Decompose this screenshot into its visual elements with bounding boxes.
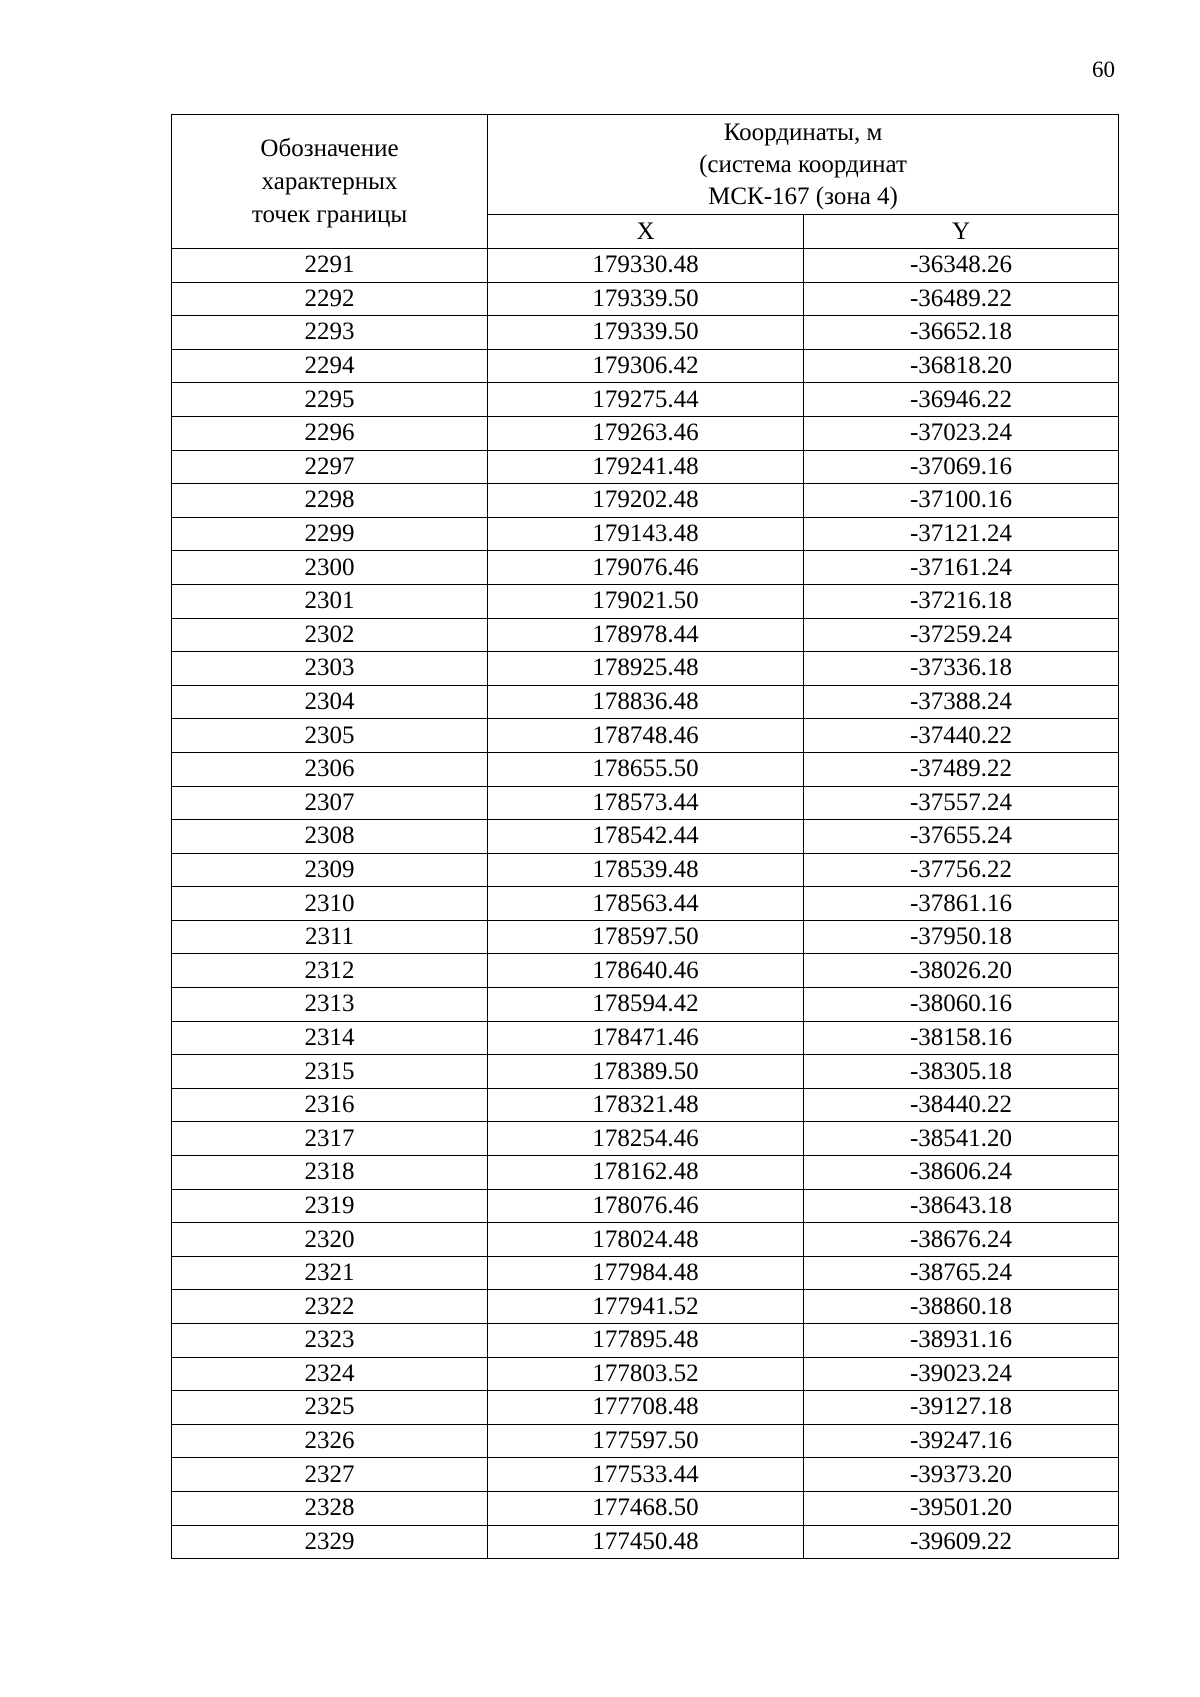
y-coordinate-cell: -37388.24 [804,685,1119,719]
point-cell: 2298 [172,484,488,518]
x-coordinate-cell: 178640.46 [488,954,804,988]
x-coordinate-cell: 179202.48 [488,484,804,518]
table-row [172,1324,1119,1358]
x-coordinate-cell: 178076.46 [488,1189,804,1223]
y-coordinate-cell: -37861.16 [804,887,1119,921]
y-coordinate-cell: -38643.18 [804,1189,1119,1223]
point-cell: 2306 [172,752,488,786]
table-header [172,115,1119,249]
table-row [172,1525,1119,1559]
table-row [172,1088,1119,1122]
x-coordinate-cell: 178321.48 [488,1088,804,1122]
point-cell: 2295 [172,383,488,417]
x-coordinate-cell: 178597.50 [488,920,804,954]
y-coordinate-cell: -39127.18 [804,1391,1119,1425]
point-cell: 2317 [172,1122,488,1156]
y-column-header: Y [804,215,1119,249]
y-coordinate-cell: -37259.24 [804,618,1119,652]
point-cell: 2316 [172,1088,488,1122]
point-cell: 2323 [172,1324,488,1358]
table-row [172,416,1119,450]
x-coordinate-cell: 177597.50 [488,1424,804,1458]
table-row [172,786,1119,820]
point-cell: 2310 [172,887,488,921]
point-cell: 2308 [172,820,488,854]
table-row [172,820,1119,854]
table-row [172,484,1119,518]
y-coordinate-cell: -38305.18 [804,1055,1119,1089]
table-row [172,652,1119,686]
table-row [172,517,1119,551]
table-row [172,988,1119,1022]
y-coordinate-cell: -39373.20 [804,1458,1119,1492]
x-coordinate-cell: 177533.44 [488,1458,804,1492]
x-coordinate-cell: 178389.50 [488,1055,804,1089]
x-coordinate-cell: 178748.46 [488,719,804,753]
point-cell: 2327 [172,1458,488,1492]
coordinates-header-line: (система координат [699,150,907,178]
table-row [172,1491,1119,1525]
x-coordinate-cell: 178024.48 [488,1223,804,1257]
y-coordinate-cell: -38765.24 [804,1256,1119,1290]
point-cell: 2324 [172,1357,488,1391]
y-coordinate-cell: -37161.24 [804,551,1119,585]
point-cell: 2302 [172,618,488,652]
y-coordinate-cell: -37950.18 [804,920,1119,954]
table-row [172,1189,1119,1223]
table-row [172,1391,1119,1425]
coordinates-header [488,115,1119,215]
point-cell: 2312 [172,954,488,988]
point-cell: 2296 [172,416,488,450]
y-coordinate-cell: -38676.24 [804,1223,1119,1257]
point-cell: 2315 [172,1055,488,1089]
table-row [172,719,1119,753]
y-coordinate-cell: -38606.24 [804,1156,1119,1190]
y-coordinate-cell: -37756.22 [804,853,1119,887]
point-cell: 2325 [172,1391,488,1425]
table-row [172,618,1119,652]
x-coordinate-cell: 177941.52 [488,1290,804,1324]
table-row [172,316,1119,350]
point-cell: 2307 [172,786,488,820]
x-coordinate-cell: 179021.50 [488,584,804,618]
x-coordinate-cell: 178542.44 [488,820,804,854]
y-coordinate-cell: -37336.18 [804,652,1119,686]
x-coordinate-cell: 179339.50 [488,282,804,316]
y-coordinate-cell: -39247.16 [804,1424,1119,1458]
y-coordinate-cell: -37069.16 [804,450,1119,484]
y-coordinate-cell: -38860.18 [804,1290,1119,1324]
point-cell: 2328 [172,1491,488,1525]
x-coordinate-cell: 177450.48 [488,1525,804,1559]
table-row [172,752,1119,786]
point-cell: 2301 [172,584,488,618]
y-coordinate-cell: -38158.16 [804,1021,1119,1055]
table-body [172,249,1119,1559]
x-coordinate-cell: 177895.48 [488,1324,804,1358]
designation-header-line: точек границы [251,201,408,228]
y-coordinate-cell: -36946.22 [804,383,1119,417]
x-coordinate-cell: 179076.46 [488,551,804,585]
table-row [172,1290,1119,1324]
point-cell: 2318 [172,1156,488,1190]
x-coordinate-cell: 178836.48 [488,685,804,719]
y-coordinate-cell: -37121.24 [804,517,1119,551]
point-cell: 2322 [172,1290,488,1324]
y-coordinate-cell: -36489.22 [804,282,1119,316]
y-coordinate-cell: -39501.20 [804,1491,1119,1525]
table-row [172,920,1119,954]
table-row [172,685,1119,719]
point-cell: 2303 [172,652,488,686]
table-row [172,853,1119,887]
x-coordinate-cell: 177468.50 [488,1491,804,1525]
x-coordinate-cell: 178471.46 [488,1021,804,1055]
table-row [172,954,1119,988]
y-coordinate-cell: -36652.18 [804,316,1119,350]
designation-header-line: Обозначение [260,135,399,162]
x-coordinate-cell: 178563.44 [488,887,804,921]
x-coordinate-cell: 179275.44 [488,383,804,417]
y-coordinate-cell: -37655.24 [804,820,1119,854]
x-coordinate-cell: 178254.46 [488,1122,804,1156]
table-row [172,1424,1119,1458]
table-row [172,1055,1119,1089]
point-cell: 2313 [172,988,488,1022]
y-coordinate-cell: -38931.16 [804,1324,1119,1358]
table-row [172,1223,1119,1257]
table-row [172,1122,1119,1156]
designation-header-line: характерных [261,168,398,195]
coordinates-header-line: Координаты, м [723,118,883,146]
point-cell: 2300 [172,551,488,585]
x-coordinate-cell: 177708.48 [488,1391,804,1425]
point-cell: 2309 [172,853,488,887]
page-number: 60 [1092,57,1115,82]
x-coordinate-cell: 179339.50 [488,316,804,350]
point-cell: 2321 [172,1256,488,1290]
coordinates-table [171,114,1119,1559]
x-coordinate-cell: 179263.46 [488,416,804,450]
point-cell: 2314 [172,1021,488,1055]
table-row [172,551,1119,585]
y-coordinate-cell: -39023.24 [804,1357,1119,1391]
point-cell: 2304 [172,685,488,719]
table-row [172,1256,1119,1290]
x-coordinate-cell: 177984.48 [488,1256,804,1290]
point-cell: 2292 [172,282,488,316]
point-cell: 2320 [172,1223,488,1257]
designation-header [172,115,488,249]
x-coordinate-cell: 178978.44 [488,618,804,652]
y-coordinate-cell: -37100.16 [804,484,1119,518]
table-row [172,1357,1119,1391]
point-cell: 2326 [172,1424,488,1458]
x-coordinate-cell: 179330.48 [488,249,804,283]
y-coordinate-cell: -38026.20 [804,954,1119,988]
point-cell: 2294 [172,349,488,383]
x-column-header: X [488,215,804,249]
y-coordinate-cell: -38060.16 [804,988,1119,1022]
point-cell: 2299 [172,517,488,551]
point-cell: 2293 [172,316,488,350]
coordinates-header-line: МСК-167 (зона 4) [708,182,898,210]
y-coordinate-cell: -37557.24 [804,786,1119,820]
table-row [172,383,1119,417]
x-coordinate-cell: 179306.42 [488,349,804,383]
table-row [172,450,1119,484]
point-cell: 2319 [172,1189,488,1223]
x-coordinate-cell: 178655.50 [488,752,804,786]
table-row [172,249,1119,283]
x-coordinate-cell: 178539.48 [488,853,804,887]
point-cell: 2297 [172,450,488,484]
x-coordinate-cell: 178925.48 [488,652,804,686]
point-cell: 2311 [172,920,488,954]
y-coordinate-cell: -37023.24 [804,416,1119,450]
x-coordinate-cell: 177803.52 [488,1357,804,1391]
y-coordinate-cell: -36818.20 [804,349,1119,383]
y-coordinate-cell: -36348.26 [804,249,1119,283]
table-row [172,1458,1119,1492]
y-coordinate-cell: -38440.22 [804,1088,1119,1122]
table-row [172,282,1119,316]
table-row [172,349,1119,383]
point-cell: 2329 [172,1525,488,1559]
y-coordinate-cell: -37440.22 [804,719,1119,753]
point-cell: 2305 [172,719,488,753]
table-row [172,1021,1119,1055]
x-coordinate-cell: 178594.42 [488,988,804,1022]
table-row [172,887,1119,921]
table-row [172,584,1119,618]
y-coordinate-cell: -37216.18 [804,584,1119,618]
point-cell: 2291 [172,249,488,283]
y-coordinate-cell: -39609.22 [804,1525,1119,1559]
x-coordinate-cell: 178573.44 [488,786,804,820]
y-coordinate-cell: -37489.22 [804,752,1119,786]
y-coordinate-cell: -38541.20 [804,1122,1119,1156]
table-row [172,1156,1119,1190]
x-coordinate-cell: 178162.48 [488,1156,804,1190]
x-coordinate-cell: 179143.48 [488,517,804,551]
x-coordinate-cell: 179241.48 [488,450,804,484]
